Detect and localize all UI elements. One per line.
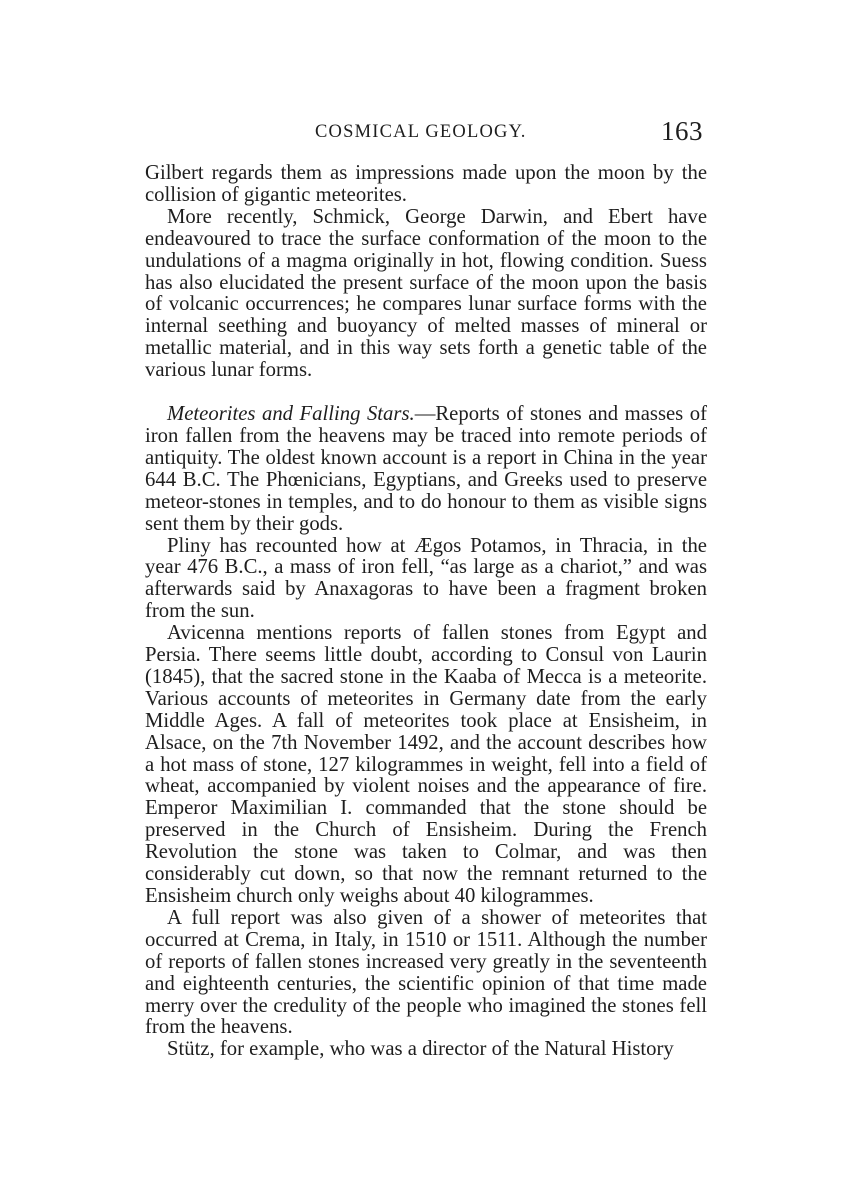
paragraph: Avicenna mentions reports of fallen stones from Egypt and Persia. There seems little doubt, according to Consul von Laurin (1845), that the sacred stone in the Kaaba of Mecca is a meteorite. Various accounts of meteorites in Germany date from the early Middle Ages. A fall of meteorites took place at Ensisheim, in Alsace, on the 7th November 1492, and the account describes how a hot mass of stone, 127 kilogrammes in weight, fell into a field of wheat, accompanied by violent noises and the appearance of fire. Emperor Maximilian I. commanded that the stone should be preserved in the Church of Ensisheim. During the French Revolution the stone was taken to Colmar, and was then considerably cut down, so that now the remnant returned to the Ensisheim church only weighs about 40 kilogrammes. bbox=[145, 622, 707, 907]
paragraph: Gilbert regards them as impressions made upon the moon by the collision of gigantic meteorites. bbox=[145, 162, 707, 206]
paragraph: Pliny has recounted how at Ægos Potamos, in Thracia, in the year 476 B.C., a mass of iron fell, “as large as a chariot,” and was afterwards said by Anaxagoras to have been a fragment broken from the sun. bbox=[145, 534, 707, 623]
section-paragraph bbox=[145, 404, 707, 535]
page-number: 163 bbox=[661, 116, 703, 146]
paragraph-text: —Reports of stones and masses of iron fallen from the heavens may be traced into remote periods of antiquity. The oldest known account is a report in China in the year 644 B.C. The Phœnicians, Egyptians, and Greeks used to preserve meteor-stones in temples, and to do honour to them as visible signs sent them by their gods. bbox=[145, 403, 707, 535]
running-title: COSMICAL GEOLOGY. bbox=[315, 122, 527, 142]
body-text bbox=[145, 163, 707, 1061]
paragraph: A full report was also given of a shower of meteorites that occurred at Crema, in Italy, in 1510 or 1511. Although the number of reports of fallen stones increased very greatly in the seventeenth and eighteenth centuries, the scientific opinion of that time made merry over the credulity of the people who imagined the stones fell from the heavens. bbox=[145, 906, 707, 1039]
paragraph: Stütz, for example, who was a director of the Natural History bbox=[167, 1038, 674, 1061]
running-header bbox=[145, 118, 707, 152]
paragraph: More recently, Schmick, George Darwin, and Ebert have endeavoured to trace the surface conformation of the moon to the undulations of a magma originally in hot, flowing condition. Suess has also elucidated the present surface of the moon upon the basis of volcanic occurrences; he compares lunar surface forms with the internal seething and buoyancy of melted masses of mineral or metallic material, and in this way sets forth a genetic table of the various lunar forms. bbox=[145, 205, 707, 382]
section-heading: Meteorites and Falling Stars. bbox=[167, 403, 415, 426]
